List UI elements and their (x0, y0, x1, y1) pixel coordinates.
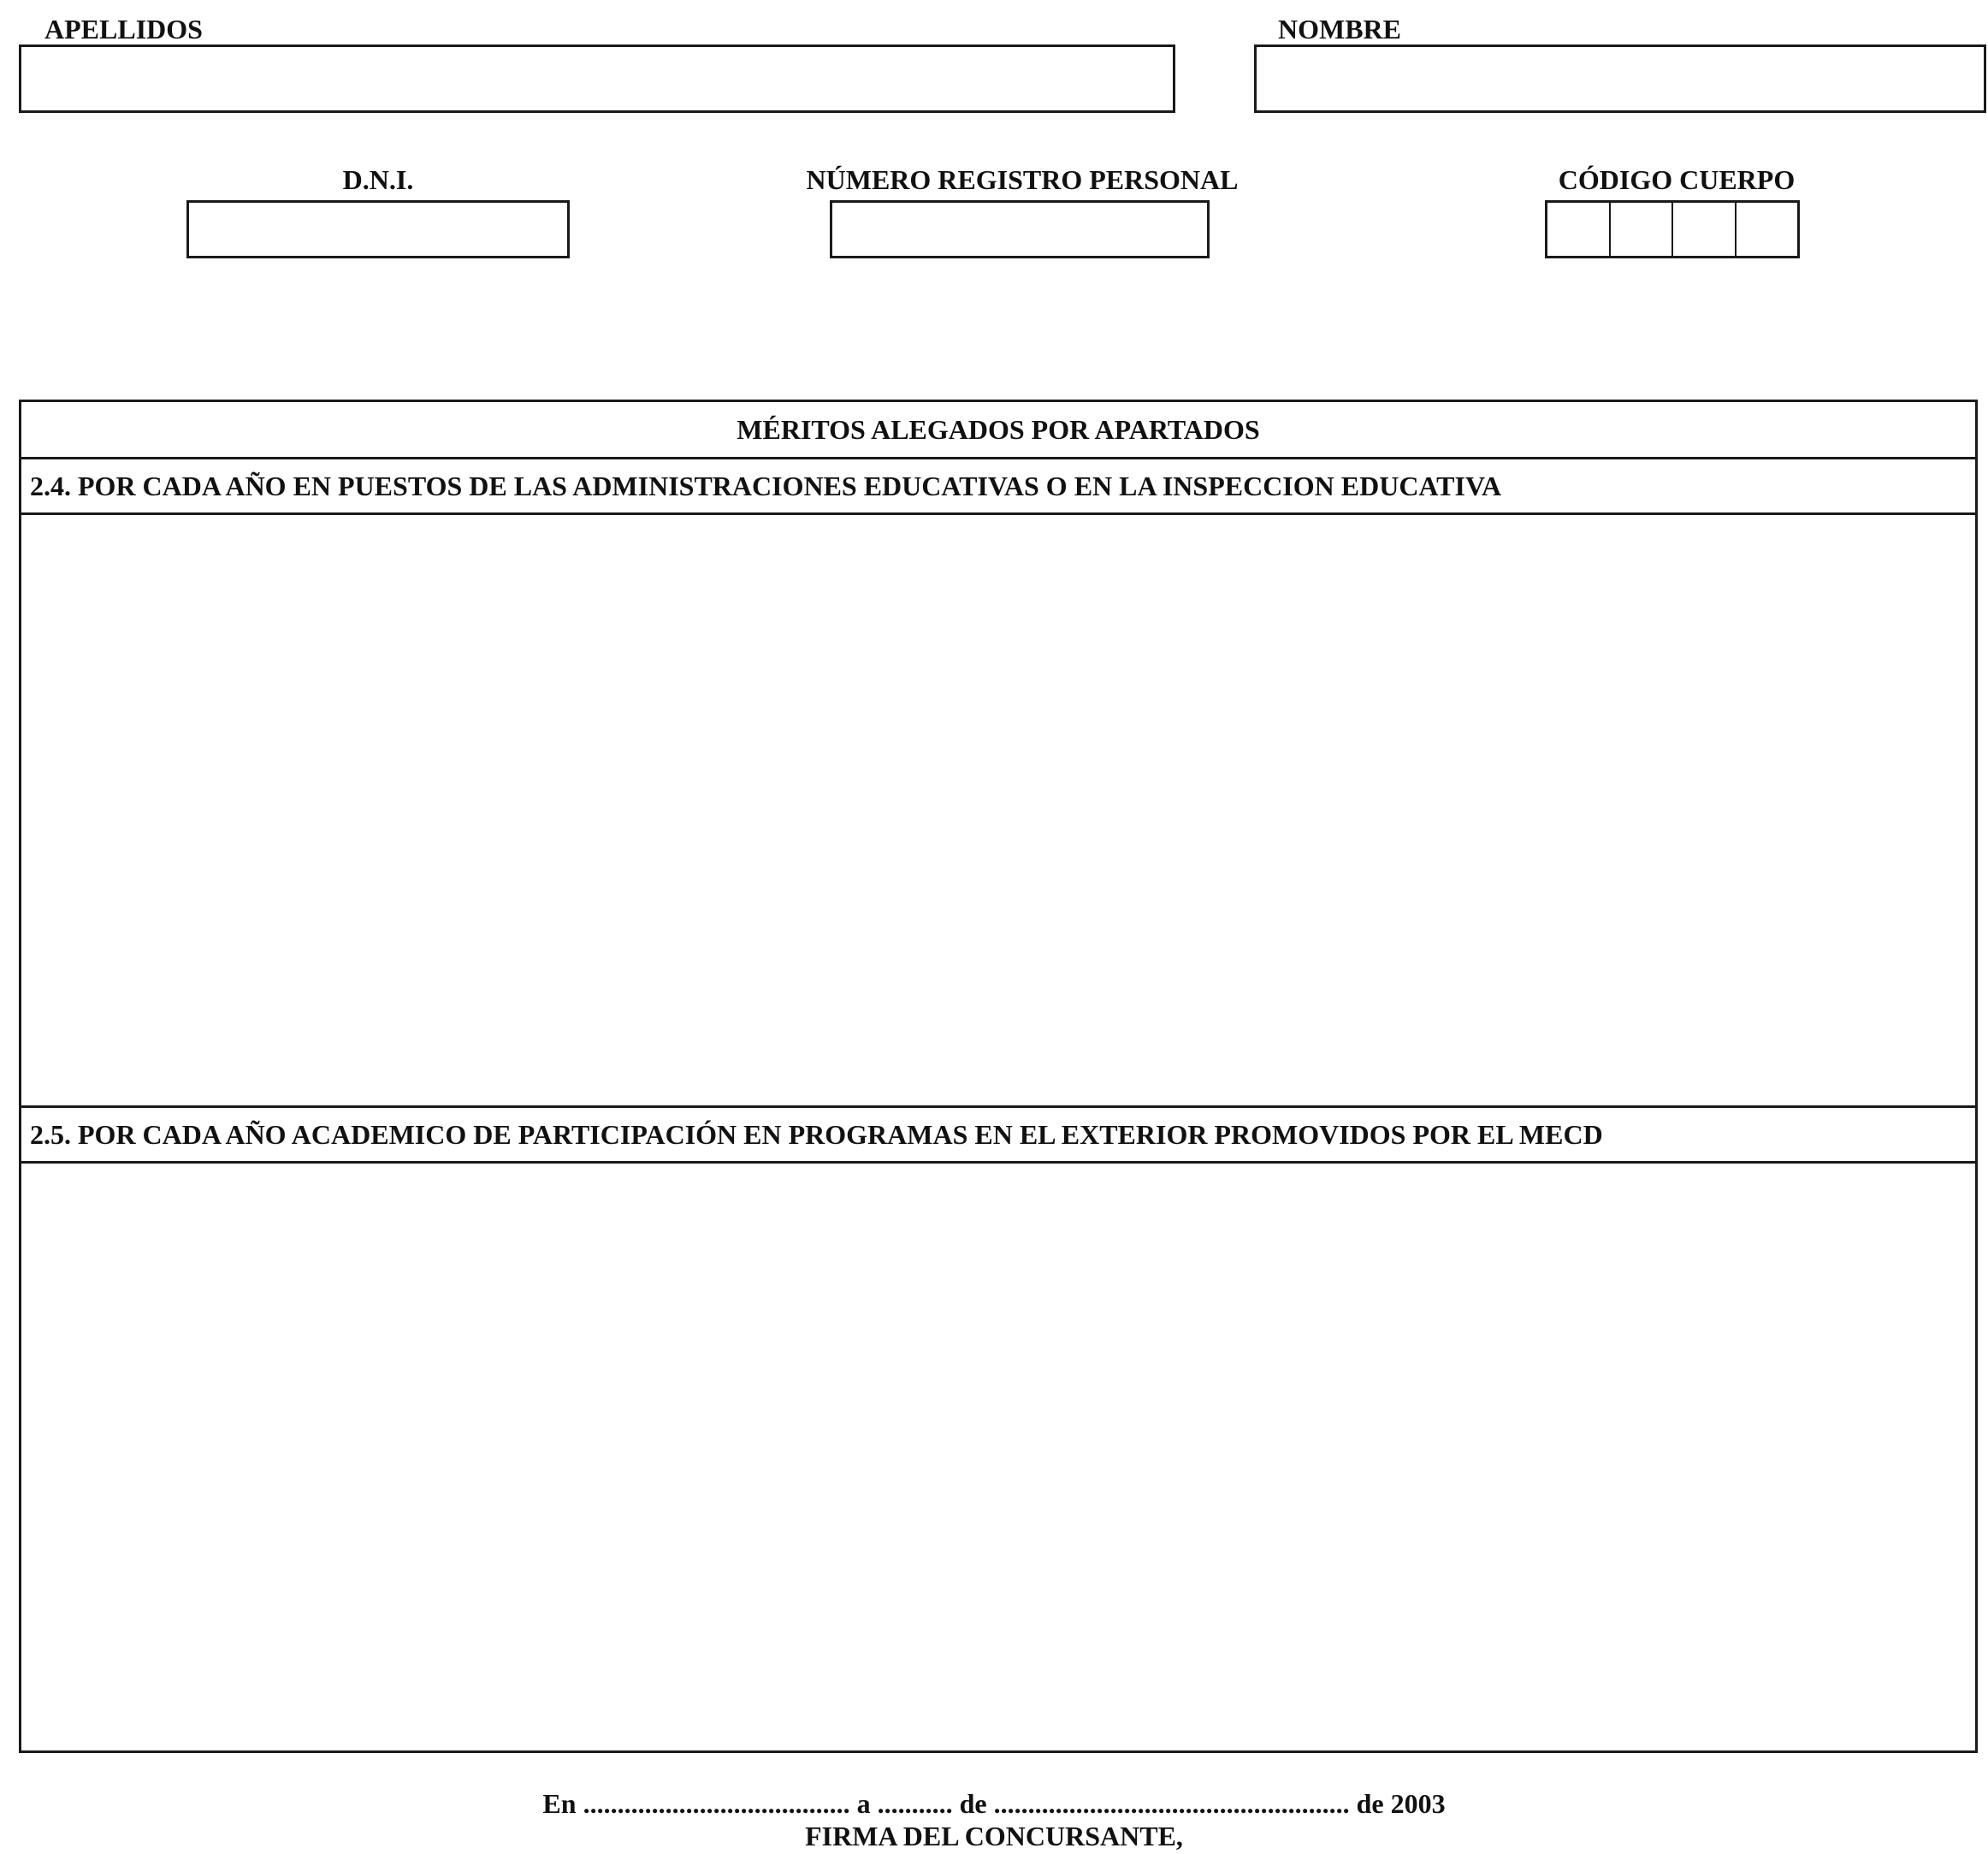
nombre-input[interactable] (1254, 44, 1986, 113)
apellidos-label: APELLIDOS (44, 14, 203, 44)
nrp-input[interactable] (830, 200, 1210, 258)
section-2-4-title: 2.4. POR CADA AÑO EN PUESTOS DE LAS ADMINISTRACIONES EDUCATIVAS O EN LA INSPECCION EDUCATIVA (21, 459, 1975, 515)
codigo-cuerpo-cell-4[interactable] (1737, 203, 1798, 256)
dni-label: D.N.I. (342, 164, 414, 195)
date-line: En ....................................... a ........... de .................................................... de 2003 (542, 1788, 1446, 1819)
codigo-cuerpo-cell-2[interactable] (1611, 203, 1674, 256)
apellidos-input[interactable] (19, 44, 1175, 113)
nrp-label: NÚMERO REGISTRO PERSONAL (806, 164, 1239, 195)
section-2-5-field[interactable] (21, 1161, 1975, 1750)
codigo-cuerpo-label: CÓDIGO CUERPO (1558, 164, 1796, 195)
codigo-cuerpo-input (1545, 200, 1800, 258)
section-2-4-field[interactable] (21, 515, 1975, 1105)
dni-input[interactable] (186, 200, 570, 258)
merits-header: MÉRITOS ALEGADOS POR APARTADOS (21, 402, 1975, 459)
nombre-label: NOMBRE (1278, 14, 1401, 44)
section-2-5-title: 2.5. POR CADA AÑO ACADEMICO DE PARTICIPACIÓN EN PROGRAMAS EN EL EXTERIOR PROMOVIDOS POR EL MECD (21, 1105, 1975, 1164)
codigo-cuerpo-cell-3[interactable] (1673, 203, 1737, 256)
codigo-cuerpo-cell-1[interactable] (1547, 203, 1611, 256)
merits-table (19, 400, 1978, 1753)
signature-label: FIRMA DEL CONCURSANTE, (805, 1821, 1183, 1851)
